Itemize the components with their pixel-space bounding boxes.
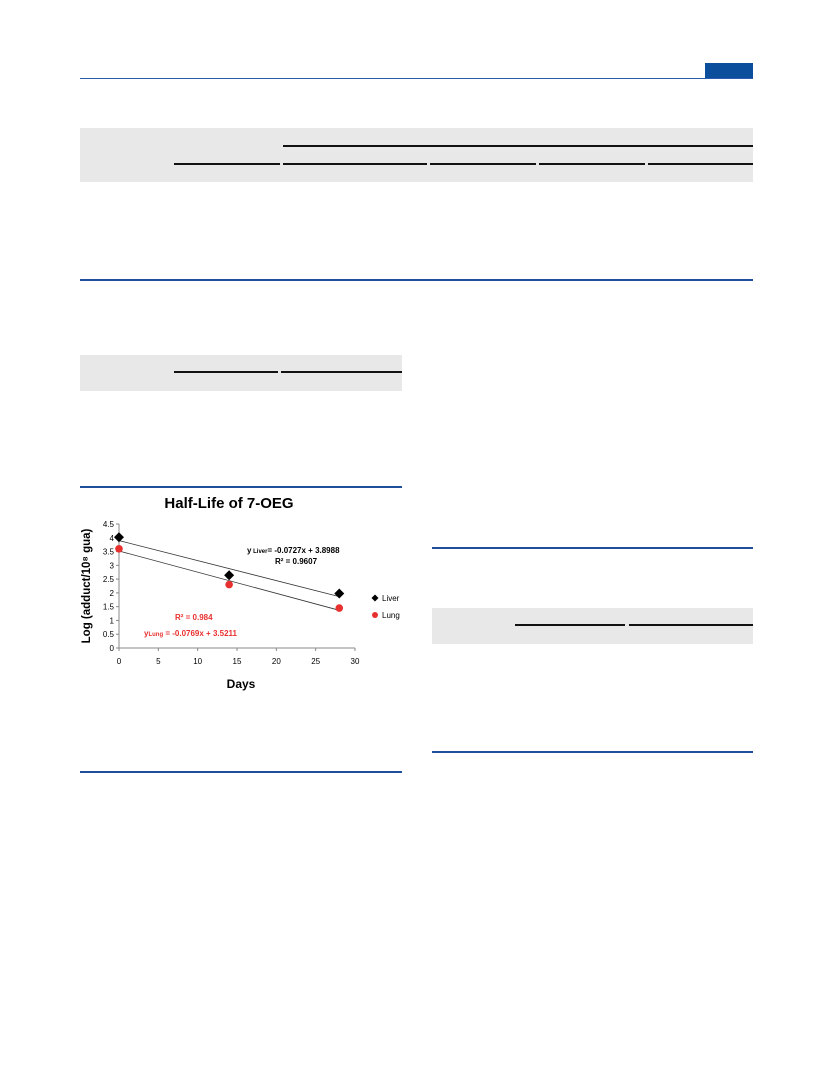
- table-3-col-rule-2: [629, 624, 753, 626]
- table-1-col-rule-5: [648, 163, 753, 165]
- y-tick-label: 4.5: [102, 520, 114, 529]
- liver-equation: [247, 546, 340, 555]
- legend-marker-liver: [372, 595, 379, 602]
- y-tick-label: 1: [109, 616, 114, 626]
- x-axis-label: Days: [226, 677, 256, 691]
- x-tick-label: 0: [116, 657, 122, 666]
- legend-marker-lung: [372, 612, 378, 618]
- table-3-top-rule: [432, 547, 753, 549]
- table-1-bottom-rule: [80, 279, 753, 281]
- y-tick-label: 2.5: [102, 575, 114, 585]
- chart-title: Half-Life of 7-OEG: [164, 495, 294, 512]
- data-point-liver: [114, 532, 124, 542]
- liver-equation-sub: Liver: [251, 549, 268, 555]
- data-point-liver: [224, 570, 234, 580]
- table-3-header-shade: [432, 608, 753, 644]
- legend-label-liver: Liver: [382, 594, 400, 603]
- data-point-lung: [335, 604, 343, 612]
- figure-bottom-rule: [80, 771, 402, 773]
- table-2-col-rule-2: [281, 371, 402, 373]
- table-1-col-rule-3: [430, 163, 536, 165]
- x-tick-label: 15: [232, 657, 242, 666]
- lung-equation: [144, 629, 238, 638]
- data-point-liver: [334, 588, 344, 598]
- x-tick-label: 5: [156, 657, 161, 666]
- y-tick-label: 0: [109, 644, 114, 653]
- liver-equation-prefix: y: [247, 546, 252, 555]
- half-life-figure: [79, 491, 405, 696]
- y-tick-label: 2: [109, 588, 114, 598]
- header-rule: [80, 78, 753, 79]
- table-3-col-rule-1: [515, 624, 625, 626]
- y-axis-label: Log (adduct/10⁸ gua): [81, 528, 93, 644]
- x-tick-label: 20: [271, 657, 281, 666]
- table-1-col-rule-1: [174, 163, 280, 165]
- y-tick-label: 3: [109, 561, 114, 571]
- y-tick-label: 0.5: [102, 630, 114, 640]
- lung-r2: R² = 0.984: [175, 613, 213, 622]
- x-tick-label: 25: [311, 657, 321, 666]
- table-2-col-rule-1: [174, 371, 278, 373]
- page-number-badge: [705, 63, 753, 78]
- table-1-col-rule-2: [283, 163, 427, 165]
- x-tick-label: 30: [350, 657, 360, 666]
- table-3-bottom-rule: [432, 751, 753, 753]
- lung-equation-prefix: y: [144, 629, 149, 638]
- data-point-lung: [115, 545, 123, 553]
- x-tick-label: 10: [193, 657, 203, 666]
- table-1-col-rule-4: [539, 163, 645, 165]
- chart-svg: [79, 491, 405, 696]
- table-1-header-shade: [80, 128, 753, 182]
- data-point-lung: [225, 581, 233, 589]
- table-2-header-shade: [80, 355, 402, 391]
- y-tick-label: 3.5: [102, 547, 114, 557]
- table-1-spanner-rule: [283, 145, 753, 147]
- half-life-chart: [79, 491, 405, 696]
- lung-equation-rest: = -0.0769x + 3.5211: [163, 629, 237, 638]
- y-tick-label: 4: [109, 533, 114, 543]
- legend-label-lung: Lung: [382, 611, 400, 620]
- table-2-bottom-rule: [80, 486, 402, 488]
- liver-r2: R² = 0.9607: [275, 557, 318, 566]
- liver-equation-rest: = -0.0727x + 3.8988: [267, 546, 340, 555]
- lung-equation-sub: Lung: [148, 632, 164, 638]
- y-tick-label: 1.5: [102, 602, 114, 612]
